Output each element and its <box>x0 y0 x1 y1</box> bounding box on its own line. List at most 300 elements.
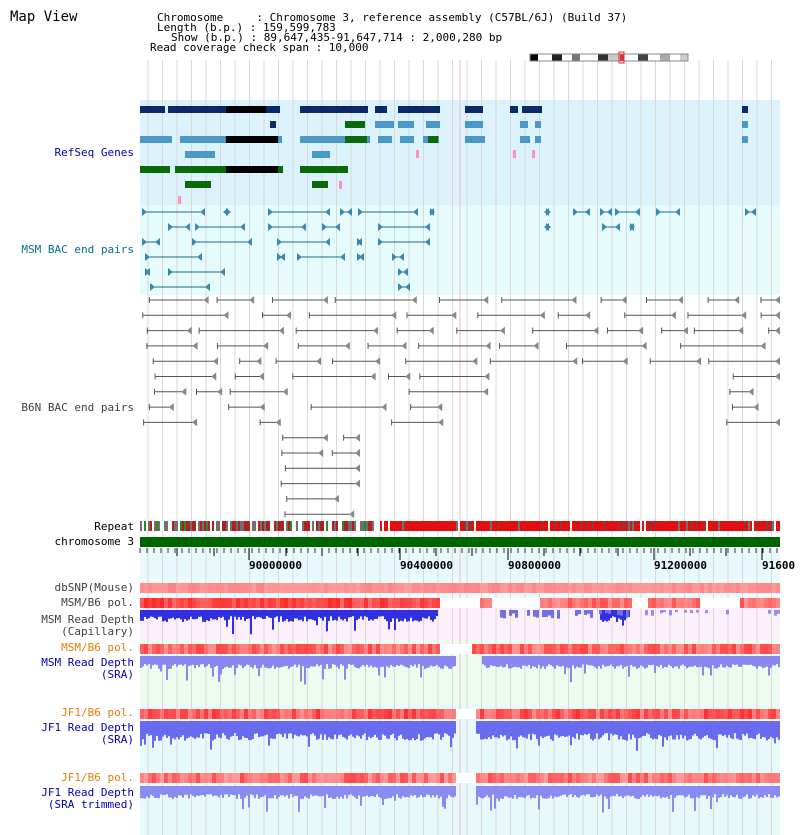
jf1-b6-pol-cell <box>492 709 496 719</box>
dbsnp-cell <box>220 583 224 593</box>
msm-depth-sra-bar <box>684 656 686 666</box>
jf1-depth-sra-bar <box>558 721 560 738</box>
msm-depth-capillary-bar <box>645 610 648 615</box>
repeat-segment <box>670 521 672 531</box>
repeat-segment <box>762 521 764 531</box>
msm-depth-capillary-bar <box>503 610 506 618</box>
gene-feature <box>398 106 440 113</box>
msm-depth-sra-bar <box>746 656 748 665</box>
repeat-segment <box>466 521 468 531</box>
repeat-segment <box>770 521 772 531</box>
msm-depth-sra-bar <box>644 656 646 669</box>
jf1-depth-trim-bar <box>454 786 456 797</box>
msm-depth-sra-bar <box>186 656 188 681</box>
jf1-depth-trim-bar <box>222 786 224 798</box>
msm-depth-sra-bar <box>250 656 252 667</box>
msm-depth-sra-bar <box>534 656 536 667</box>
jf1-b6-pol-trim-cell <box>468 773 472 783</box>
msm-b6-pol-cell <box>508 598 512 608</box>
jf1-depth-trim-bar <box>158 786 160 798</box>
jf1-depth-sra-bar <box>622 721 624 739</box>
b6n-bac-end <box>429 327 434 335</box>
msm-depth-sra-bar <box>442 656 444 669</box>
msm-b6-pol-sra-cell <box>736 644 740 654</box>
jf1-depth-trim-bar <box>190 786 192 794</box>
jf1-b6-pol-trim-cell <box>600 773 604 783</box>
msm-depth-sra-bar <box>712 656 714 665</box>
msm-b6-pol-sra-cell <box>264 644 268 654</box>
jf1-b6-pol-trim-cell <box>312 773 316 783</box>
msm-depth-capillary-bar <box>400 610 402 621</box>
jf1-depth-sra-bar <box>504 721 506 735</box>
jf1-depth-sra-bar <box>498 721 500 738</box>
jf1-b6-pol-trim-cell <box>492 773 496 783</box>
repeat-segment <box>506 521 508 531</box>
msm-b6-pol-sra-cell <box>256 644 260 654</box>
msm-depth-capillary-bar <box>430 610 432 620</box>
msm-b6-pol-sra-cell <box>476 644 480 654</box>
msm-depth-sra-bar <box>562 656 564 666</box>
repeat-segment <box>524 521 526 531</box>
msm-depth-capillary-bar <box>248 610 250 619</box>
repeat-segment <box>514 521 516 531</box>
repeat-segment <box>192 521 194 531</box>
jf1-depth-trim-bar <box>562 786 564 795</box>
msm-depth-sra-bar <box>308 656 310 668</box>
dbsnp-cell <box>684 583 688 593</box>
dbsnp-cell <box>672 583 676 593</box>
jf1-depth-trim-bar <box>746 786 748 794</box>
msm-b6-pol-sra-cell <box>612 644 616 654</box>
jf1-depth-sra-bar <box>644 721 646 736</box>
jf1-depth-trim-bar <box>678 786 680 795</box>
jf1-depth-sra-bar <box>480 721 482 739</box>
length-info: Length (b.p.) : 159,599,783 <box>157 21 336 34</box>
dbsnp-cell <box>560 583 564 593</box>
repeat-segment <box>658 521 660 531</box>
msm-depth-capillary-bar <box>509 610 512 616</box>
msm-depth-capillary-bar <box>316 610 318 625</box>
repeat-segment <box>412 521 414 531</box>
dbsnp-cell <box>240 583 244 593</box>
jf1-b6-pol-cell <box>576 709 580 719</box>
jf1-b6-pol-cell <box>764 709 768 719</box>
jf1-depth-trim-bar <box>546 786 548 799</box>
jf1-depth-sra-bar <box>700 721 702 739</box>
msm-b6-pol-sra-cell <box>624 644 628 654</box>
dbsnp-cell <box>764 583 768 593</box>
msm-depth-sra-bar <box>580 656 582 668</box>
jf1-b6-pol-trim-cell <box>648 773 652 783</box>
msm-depth-sra-bar <box>518 656 520 667</box>
msm-depth-capillary-bar <box>386 610 388 621</box>
jf1-depth-trim-bar <box>702 786 704 795</box>
msm-b6-pol-cell <box>540 598 544 608</box>
msm-depth-capillary-bar <box>602 610 604 622</box>
repeat-segment <box>422 521 424 531</box>
msm-b6-pol-cell <box>144 598 148 608</box>
jf1-b6-pol-cell <box>168 709 172 719</box>
jf1-b6-pol-trim-cell <box>672 773 676 783</box>
msm-b6-pol-sra-cell <box>492 644 496 654</box>
jf1-b6-pol-trim-cell <box>608 773 612 783</box>
msm-b6-pol-sra-cell <box>688 644 692 654</box>
repeat-segment <box>404 521 406 531</box>
repeat-segment <box>342 521 344 531</box>
repeat-segment <box>148 521 150 531</box>
msm-b6-pol-cell <box>704 598 708 608</box>
jf1-b6-pol-trim-cell <box>628 773 632 783</box>
jf1-b6-pol-trim-cell <box>424 773 428 783</box>
msm-depth-sra-bar <box>444 656 446 665</box>
jf1-b6-pol-trim-cell <box>216 773 220 783</box>
jf1-depth-trim-bar <box>524 786 526 798</box>
repeat-segment <box>236 521 238 531</box>
msm-b6-pol-cell <box>248 598 252 608</box>
msm-depth-capillary-bar <box>170 610 172 619</box>
jf1-depth-sra-bar <box>502 721 504 737</box>
jf1-b6-pol-trim-cell <box>688 773 692 783</box>
msm-depth-capillary-bar <box>286 610 288 619</box>
msm-depth-sra-bar <box>528 656 530 665</box>
msm-depth-sra-bar <box>584 656 586 674</box>
msm-b6-pol-cell <box>200 598 204 608</box>
jf1-depth-trim-bar <box>364 786 366 796</box>
jf1-depth-trim-bar <box>350 786 352 794</box>
jf1-depth-trim-bar <box>540 786 542 796</box>
msm-b6-pol-sra-cell <box>504 644 508 654</box>
msm-depth-capillary-bar <box>408 610 410 621</box>
jf1-depth-sra-bar <box>418 721 420 734</box>
jf1-b6-pol-cell <box>324 709 328 719</box>
msm-b6-pol-sra-cell <box>320 644 324 654</box>
jf1-b6-pol-cell <box>328 709 332 719</box>
b6n-bac-end <box>323 296 328 304</box>
jf1-b6-pol-trim-cell <box>772 773 776 783</box>
jf1-b6-pol-trim-cell <box>724 773 728 783</box>
msm-depth-sra-bar <box>394 656 396 667</box>
dbsnp-cell <box>440 583 444 593</box>
jf1-depth-trim-bar <box>530 786 532 799</box>
msm-b6-pol-sra-cell <box>480 644 484 654</box>
msm-b6-pol-cell <box>496 598 500 608</box>
jf1-depth-trim-bar <box>256 786 258 794</box>
jf1-depth-trim-bar <box>302 786 304 799</box>
jf1-b6-pol-trim-cell <box>316 773 320 783</box>
jf1-depth-trim-bar <box>352 786 354 796</box>
jf1-b6-pol-trim-cell <box>508 773 512 783</box>
msm-b6-pol-sra-cell <box>284 644 288 654</box>
msm-depth-sra-bar <box>482 656 484 664</box>
repeat-segment <box>702 521 704 531</box>
jf1-b6-pol-cell <box>468 709 472 719</box>
msm-depth-sra-bar <box>522 656 524 666</box>
msm-depth-capillary-bar <box>290 610 292 621</box>
msm-b6-pol-cell <box>580 598 584 608</box>
jf1-depth-trim-bar <box>708 786 710 796</box>
jf1-depth-sra-bar <box>290 721 292 733</box>
jf1-depth-trim-bar <box>166 786 168 794</box>
jf1-depth-sra-bar <box>630 721 632 739</box>
msm-depth-sra-bar <box>706 656 708 667</box>
repeat-segment <box>352 521 354 531</box>
msm-depth-sra-bar <box>594 656 596 667</box>
repeat-segment <box>176 521 178 531</box>
repeat-segment <box>202 521 204 531</box>
msm-b6-pol-cell <box>264 598 268 608</box>
msm-depth-sra-bar <box>258 656 260 676</box>
jf1-depth-trim-bar <box>538 786 540 809</box>
jf1-b6-pol-cell <box>700 709 704 719</box>
dbsnp-cell <box>528 583 532 593</box>
b6n-bac-end <box>355 434 360 442</box>
msm-depth-sra-bar <box>660 656 662 665</box>
gene-feature <box>465 121 483 128</box>
jf1-depth-trim-bar <box>238 786 240 794</box>
jf1-depth-trim-bar <box>748 786 750 799</box>
msm-b6-pol-cell <box>328 598 332 608</box>
jf1-depth-trim-bar <box>254 786 256 798</box>
jf1-depth-trim-bar <box>574 786 576 795</box>
jf1-b6-pol-cell <box>196 709 200 719</box>
msm-b6-pol-sra-cell <box>440 644 444 654</box>
jf1-b6-pol-cell <box>716 709 720 719</box>
jf1-depth-trim-bar <box>572 786 574 797</box>
jf1-b6-pol-cell <box>432 709 436 719</box>
repeat-segment <box>656 521 658 531</box>
msm-depth-sra-bar <box>608 656 610 666</box>
msm-depth-sra-bar <box>772 656 774 665</box>
axis-tick-label: 90800000 <box>508 559 561 572</box>
msm-b6-pol-cell <box>728 598 732 608</box>
jf1-depth-sra-bar <box>442 721 444 737</box>
jf1-b6-pol-trim-cell <box>532 773 536 783</box>
jf1-b6-pol-trim-cell <box>472 773 476 783</box>
msm-depth-capillary-bar <box>548 610 551 616</box>
msm-depth-capillary-bar <box>258 610 260 617</box>
msm-b6-pol-cell <box>336 598 340 608</box>
msm-depth-capillary-bar <box>216 610 218 620</box>
msm-depth-capillary-bar <box>318 610 320 617</box>
jf1-depth-sra-bar <box>656 721 658 739</box>
msm-b6-pol-cell <box>204 598 208 608</box>
msm-depth-capillary-bar <box>404 610 406 619</box>
repeat-segment <box>140 521 142 531</box>
jf1-depth-trim-bar <box>142 786 144 798</box>
jf1-depth-trim-bar <box>410 786 412 795</box>
b6n-bac-end <box>192 418 197 426</box>
dbsnp-cell <box>184 583 188 593</box>
msm-depth-sra-bar <box>152 656 154 665</box>
msm-b6-pol-sra-cell <box>216 644 220 654</box>
msm-depth-capillary-bar <box>204 610 206 622</box>
jf1-depth-sra-bar <box>204 721 206 733</box>
jf1-b6-pol-trim-cell <box>660 773 664 783</box>
dbsnp-cell <box>252 583 256 593</box>
msm-b6-pol-sra-cell <box>536 644 540 654</box>
msm-depth-sra-bar <box>330 656 332 668</box>
msm-depth-capillary-bar <box>320 610 322 618</box>
dbsnp-cell <box>352 583 356 593</box>
jf1-depth-trim-bar <box>150 786 152 795</box>
msm-depth-capillary-bar <box>218 610 220 617</box>
jf1-b6-pol-trim-cell <box>640 773 644 783</box>
msm-b6-pol-cell <box>296 598 300 608</box>
jf1-depth-sra-bar <box>696 721 698 736</box>
jf1-depth-trim-bar <box>264 786 266 795</box>
repeat-segment <box>174 521 176 531</box>
repeat-segment <box>584 521 586 531</box>
msm-depth-capillary-bar <box>336 610 338 621</box>
jf1-depth-sra-bar <box>232 721 234 736</box>
jf1-depth-sra-bar <box>600 721 602 738</box>
msm-depth-sra-bar <box>486 656 488 668</box>
jf1-depth-sra-bar <box>150 721 152 735</box>
dbsnp-cell <box>504 583 508 593</box>
msm-depth-capillary-bar <box>394 610 396 630</box>
msm-depth-sra-bar <box>488 656 490 668</box>
b6n-bac-end <box>402 342 407 350</box>
msm-b6-pol-sra-cell <box>576 644 580 654</box>
jf1-depth-trim-bar <box>344 786 346 795</box>
jf1-depth-sra-bar <box>668 721 670 736</box>
repeat-segment <box>426 521 428 531</box>
jf1-depth-trim-bar <box>262 786 264 797</box>
jf1-depth-sra-bar <box>220 721 222 738</box>
jf1-depth-sra-bar <box>314 721 316 736</box>
jf1-depth-trim-bar <box>156 786 158 798</box>
msm-depth-sra-bar <box>524 656 526 665</box>
dbsnp-cell <box>536 583 540 593</box>
msm-depth-sra-bar <box>170 656 172 669</box>
msm-depth-sra-bar <box>212 656 214 677</box>
repeat-segment <box>772 521 774 531</box>
ideogram-band <box>670 54 680 61</box>
msm-depth-sra-bar <box>600 656 602 669</box>
msm-b6-pol-cell <box>312 598 316 608</box>
msm-depth-sra-bar <box>448 656 450 669</box>
dbsnp-cell <box>724 583 728 593</box>
jf1-b6-pol-trim-cell <box>728 773 732 783</box>
repeat-segment <box>442 521 444 531</box>
jf1-b6-pol-trim-cell <box>252 773 256 783</box>
jf1-b6-pol-cell <box>616 709 620 719</box>
jf1-depth-sra-bar <box>244 721 246 738</box>
repeat-segment <box>320 521 322 531</box>
jf1-depth-sra-bar <box>454 721 456 733</box>
repeat-segment <box>556 521 558 531</box>
dbsnp-cell <box>776 583 780 593</box>
repeat-segment <box>512 521 514 531</box>
jf1-b6-pol-cell <box>656 709 660 719</box>
msm-b6-pol-sra-cell <box>352 644 356 654</box>
jf1-b6-pol-trim-cell <box>684 773 688 783</box>
jf1-b6-pol-trim-cell <box>340 773 344 783</box>
msm-depth-sra-bar <box>666 656 668 667</box>
jf1-depth-sra-bar <box>598 721 600 739</box>
jf1-depth-trim-bar <box>596 786 598 794</box>
msm-depth-sra-bar <box>692 656 694 667</box>
msm-depth-capillary-bar <box>180 610 182 619</box>
jf1-b6-pol-trim-cell <box>548 773 552 783</box>
msm-b6-pol-sra-cell <box>684 644 688 654</box>
dbsnp-cell <box>644 583 648 593</box>
b6n-bac-end <box>486 342 491 350</box>
jf1-depth-sra-bar <box>754 721 756 739</box>
dbsnp-cell <box>232 583 236 593</box>
jf1-depth-trim-bar <box>188 786 190 799</box>
msm-depth-capillary-bar <box>236 610 238 620</box>
msm-b6-pol-cell <box>680 598 684 608</box>
msm-b6-pol-sra-cell <box>180 644 184 654</box>
msm-depth-capillary-bar <box>599 610 602 614</box>
msm-depth-sra-bar <box>558 656 560 666</box>
jf1-depth-sra-bar <box>210 721 212 750</box>
msm-depth-sra-bar <box>758 656 760 666</box>
msm-depth-sra-bar <box>598 656 600 666</box>
jf1-depth-trim-bar <box>404 786 406 797</box>
jf1-b6-pol-cell <box>176 709 180 719</box>
jf1-depth-sra-bar <box>414 721 416 740</box>
jf1-depth-trim-bar <box>240 786 242 799</box>
dbsnp-cell <box>628 583 632 593</box>
msm-b6-pol-sra-cell <box>248 644 252 654</box>
jf1-depth-sra-bar <box>562 721 564 736</box>
msm-depth-sra-bar <box>316 656 318 664</box>
jf1-depth-trim-bar <box>506 786 508 796</box>
msm-b6-pol-cell <box>556 598 560 608</box>
jf1-depth-sra-bar <box>382 721 384 734</box>
jf1-b6-pol-cell <box>204 709 208 719</box>
jf1-b6-pol-trim-cell <box>440 773 444 783</box>
jf1-depth-sra-bar <box>186 721 188 738</box>
jf1-depth-sra-bar <box>198 721 200 738</box>
jf1-depth-sra-bar <box>596 721 598 733</box>
jf1-depth-trim-bar <box>348 786 350 795</box>
jf1-b6-pol-cell <box>276 709 280 719</box>
gene-feature <box>400 136 414 143</box>
msm-depth-capillary-bar <box>322 610 324 621</box>
repeat-segment <box>450 521 452 531</box>
jf1-depth-sra-bar <box>200 721 202 734</box>
dbsnp-cell <box>460 583 464 593</box>
dbsnp-cell <box>512 583 516 593</box>
jf1-depth-trim-bar <box>428 786 430 795</box>
msm-b6-pol-sra-cell <box>752 644 756 654</box>
dbsnp-cell <box>556 583 560 593</box>
msm-depth-sra-bar <box>390 656 392 665</box>
jf1-depth-trim-bar <box>318 786 320 796</box>
jf1-b6-pol-cell <box>636 709 640 719</box>
msm-depth-sra-bar <box>436 656 438 665</box>
jf1-b6-pol-cell <box>644 709 648 719</box>
jf1-b6-pol-cell <box>364 709 368 719</box>
jf1-depth-trim-bar <box>260 786 262 797</box>
jf1-depth-sra-bar <box>262 721 264 736</box>
msm-depth-capillary-bar <box>663 610 666 612</box>
msm-depth-capillary-bar <box>220 610 222 618</box>
jf1-b6-pol-trim-cell <box>376 773 380 783</box>
jf1-b6-pol-cell <box>464 709 468 719</box>
jf1-b6-pol-trim-cell <box>756 773 760 783</box>
msm-b6-pol-sra-cell <box>524 644 528 654</box>
jf1-depth-trim-bar <box>626 786 628 795</box>
msm-b6-pol-sra-cell <box>748 644 752 654</box>
jf1-depth-trim-bar <box>326 786 328 794</box>
jf1-b6-pol-trim-cell <box>568 773 572 783</box>
repeat-segment <box>430 521 432 531</box>
repeat-segment <box>488 521 490 531</box>
